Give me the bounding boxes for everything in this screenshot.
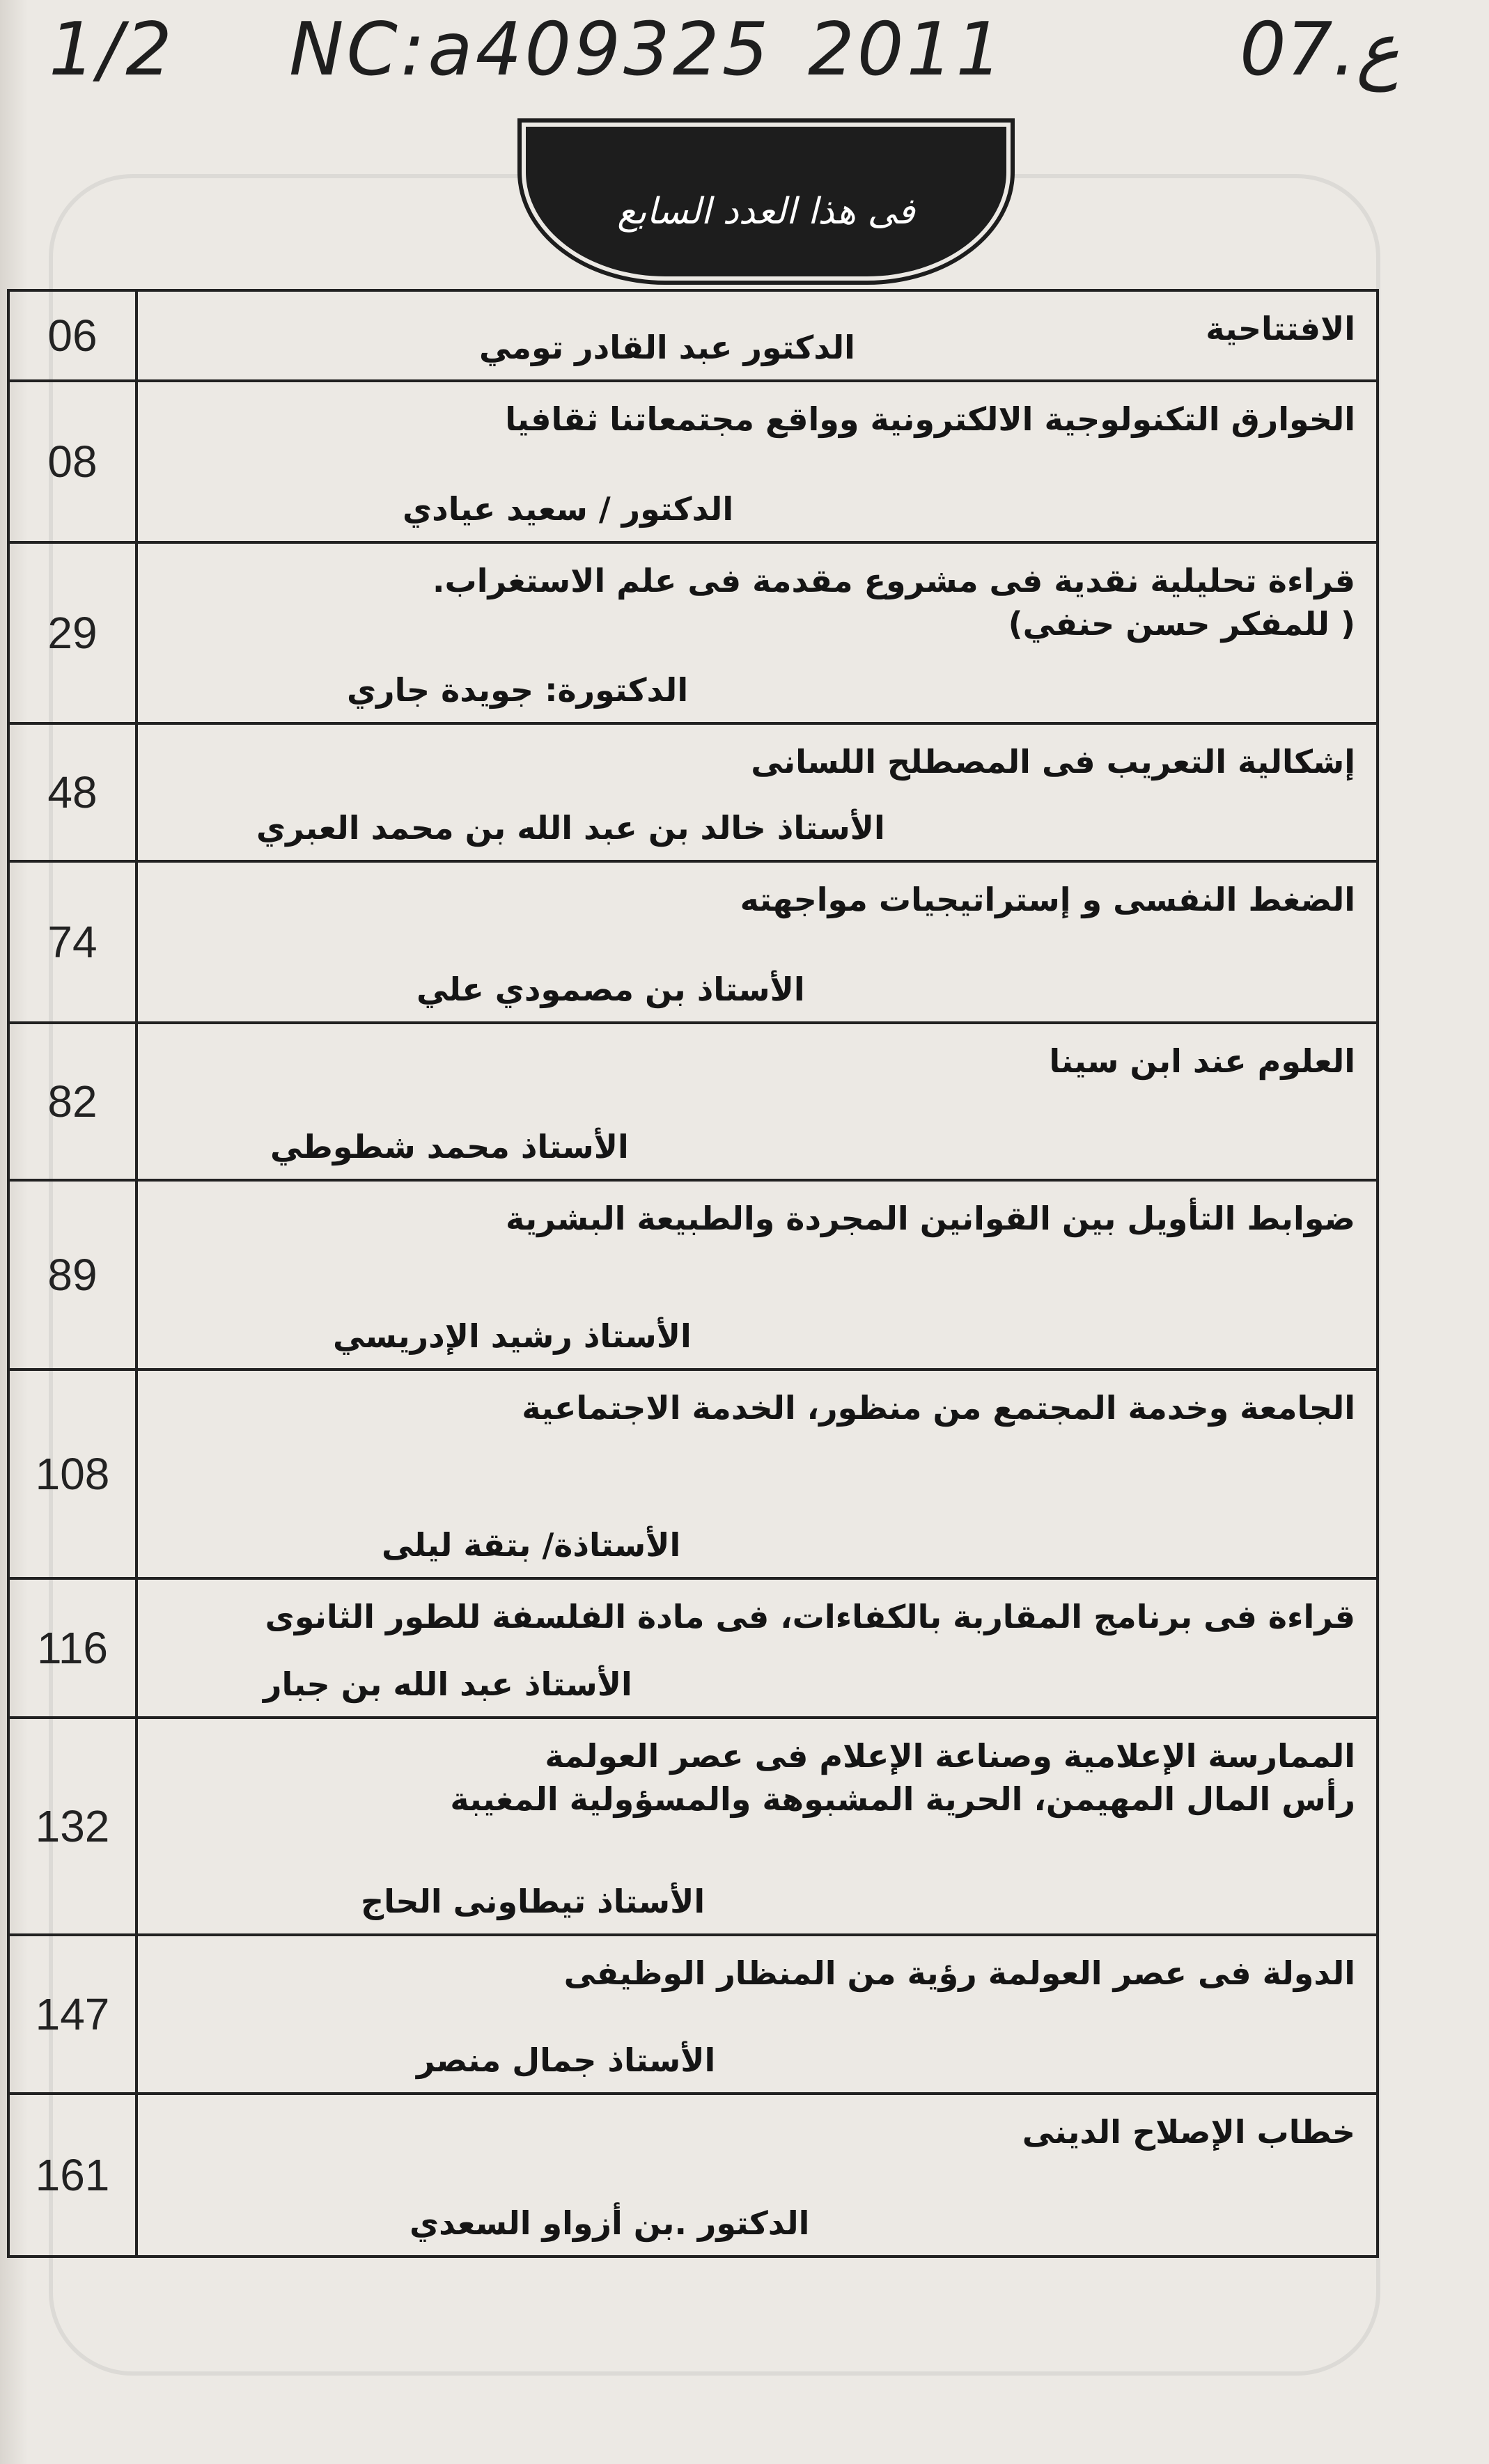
toc-entry-author: الدكتور عبد القادر تومي	[479, 329, 855, 366]
toc-entry	[138, 1182, 1376, 1368]
toc-page-number: 89	[10, 1182, 138, 1368]
toc-entry-title: قراءة تحليلية نقدية فى مشروع مقدمة فى علم الاستغراب.	[432, 562, 1355, 599]
toc-entry	[138, 382, 1376, 541]
toc-entry	[138, 1936, 1376, 2092]
toc-entry	[138, 725, 1376, 860]
toc-entry-title: رأس المال المهيمن، الحرية المشبوهة والمسؤولية المغيبة	[450, 1780, 1355, 1818]
toc-row	[10, 1936, 1376, 2095]
toc-entry-author: الأستاذة/ بتقة ليلى	[382, 1526, 681, 1564]
toc-page-number: 08	[10, 382, 138, 541]
toc-entry-title: الخوارق التكنولوجية الالكترونية وواقع مجتمعاتنا ثقافيا	[505, 400, 1355, 438]
toc-entry	[138, 292, 1376, 379]
toc-row	[10, 2095, 1376, 2255]
toc-entry-title: ( للمفكر حسن حنفي)	[1008, 605, 1355, 643]
toc-row	[10, 544, 1376, 725]
handwritten-year: 2011	[808, 7, 1006, 92]
toc-entry-author: الأستاذ بن مصمودي علي	[416, 971, 805, 1008]
toc-entry-title: قراءة فى برنامج المقاربة بالكفاءات، فى مادة الفلسفة للطور الثانوى	[265, 1598, 1355, 1635]
toc-entry-title: إشكالية التعريب فى المصطلح اللسانى	[751, 743, 1355, 780]
toc-entry-title: الدولة فى عصر العولمة رؤية من المنظار الوظيفى	[563, 1954, 1355, 1992]
toc-entry-author: الدكتور / سعيد عيادي	[403, 490, 734, 528]
toc-entry-author: الأستاذ رشيد الإدريسي	[333, 1317, 692, 1355]
toc-entry-author: الأستاذ تيطاونى الحاج	[361, 1883, 705, 1920]
toc-row	[10, 1182, 1376, 1371]
toc-row	[10, 1024, 1376, 1182]
handwritten-catalog-number: NC:a409325	[289, 7, 772, 92]
table-of-contents	[7, 289, 1379, 2258]
toc-entry-author: الدكتورة: جويدة جاري	[347, 671, 689, 709]
toc-entry-title: الجامعة وخدمة المجتمع من منظور، الخدمة الاجتماعية	[522, 1389, 1355, 1427]
toc-page-number: 132	[10, 1719, 138, 1933]
handwritten-volume-note: 1/2	[49, 7, 175, 92]
toc-page-number: 48	[10, 725, 138, 860]
toc-page-number: 74	[10, 863, 138, 1021]
toc-entry-author: الأستاذ محمد شطوطي	[270, 1128, 629, 1166]
toc-row	[10, 725, 1376, 863]
toc-entry	[138, 1371, 1376, 1577]
toc-row	[10, 292, 1376, 382]
toc-entry-title: الافتتاحية	[1206, 310, 1355, 347]
toc-entry	[138, 863, 1376, 1021]
toc-entry-title: الضغط النفسى و إستراتيجيات مواجهته	[740, 881, 1355, 918]
toc-row	[10, 863, 1376, 1024]
toc-entry-author: الأستاذ عبد الله بن جبار	[263, 1665, 632, 1703]
toc-entry-title: ضوابط التأويل بين القوانين المجردة والطبيعة البشرية	[505, 1200, 1355, 1237]
banner-title: فى هذا العدد السابع	[617, 191, 915, 233]
toc-entry	[138, 1719, 1376, 1933]
toc-row	[10, 1371, 1376, 1580]
toc-entry	[138, 1580, 1376, 1716]
toc-row	[10, 1580, 1376, 1719]
toc-entry-title: خطاب الإصلاح الدينى	[1022, 2113, 1355, 2151]
toc-page-number: 147	[10, 1936, 138, 2092]
toc-entry-author: الدكتور .بن أزواو السعدي	[410, 2204, 810, 2242]
toc-page-number: 29	[10, 544, 138, 722]
toc-entry-title: الممارسة الإعلامية وصناعة الإعلام فى عصر العولمة	[545, 1737, 1355, 1775]
toc-row	[10, 1719, 1376, 1936]
handwritten-issue-code: 07.ع	[1240, 7, 1400, 92]
toc-entry-author: الأستاذ خالد بن عبد الله بن محمد العبري	[256, 809, 885, 847]
toc-entry-title: العلوم عند ابن سينا	[1049, 1042, 1355, 1080]
toc-entry-author: الأستاذ جمال منصر	[416, 2041, 716, 2079]
toc-entry	[138, 544, 1376, 722]
toc-page-number: 116	[10, 1580, 138, 1716]
toc-row	[10, 382, 1376, 544]
toc-page-number: 82	[10, 1024, 138, 1179]
toc-entry	[138, 2095, 1376, 2255]
toc-entry	[138, 1024, 1376, 1179]
toc-page-number: 06	[10, 292, 138, 379]
toc-page-number: 108	[10, 1371, 138, 1577]
toc-page-number: 161	[10, 2095, 138, 2255]
issue-banner	[526, 127, 1006, 276]
